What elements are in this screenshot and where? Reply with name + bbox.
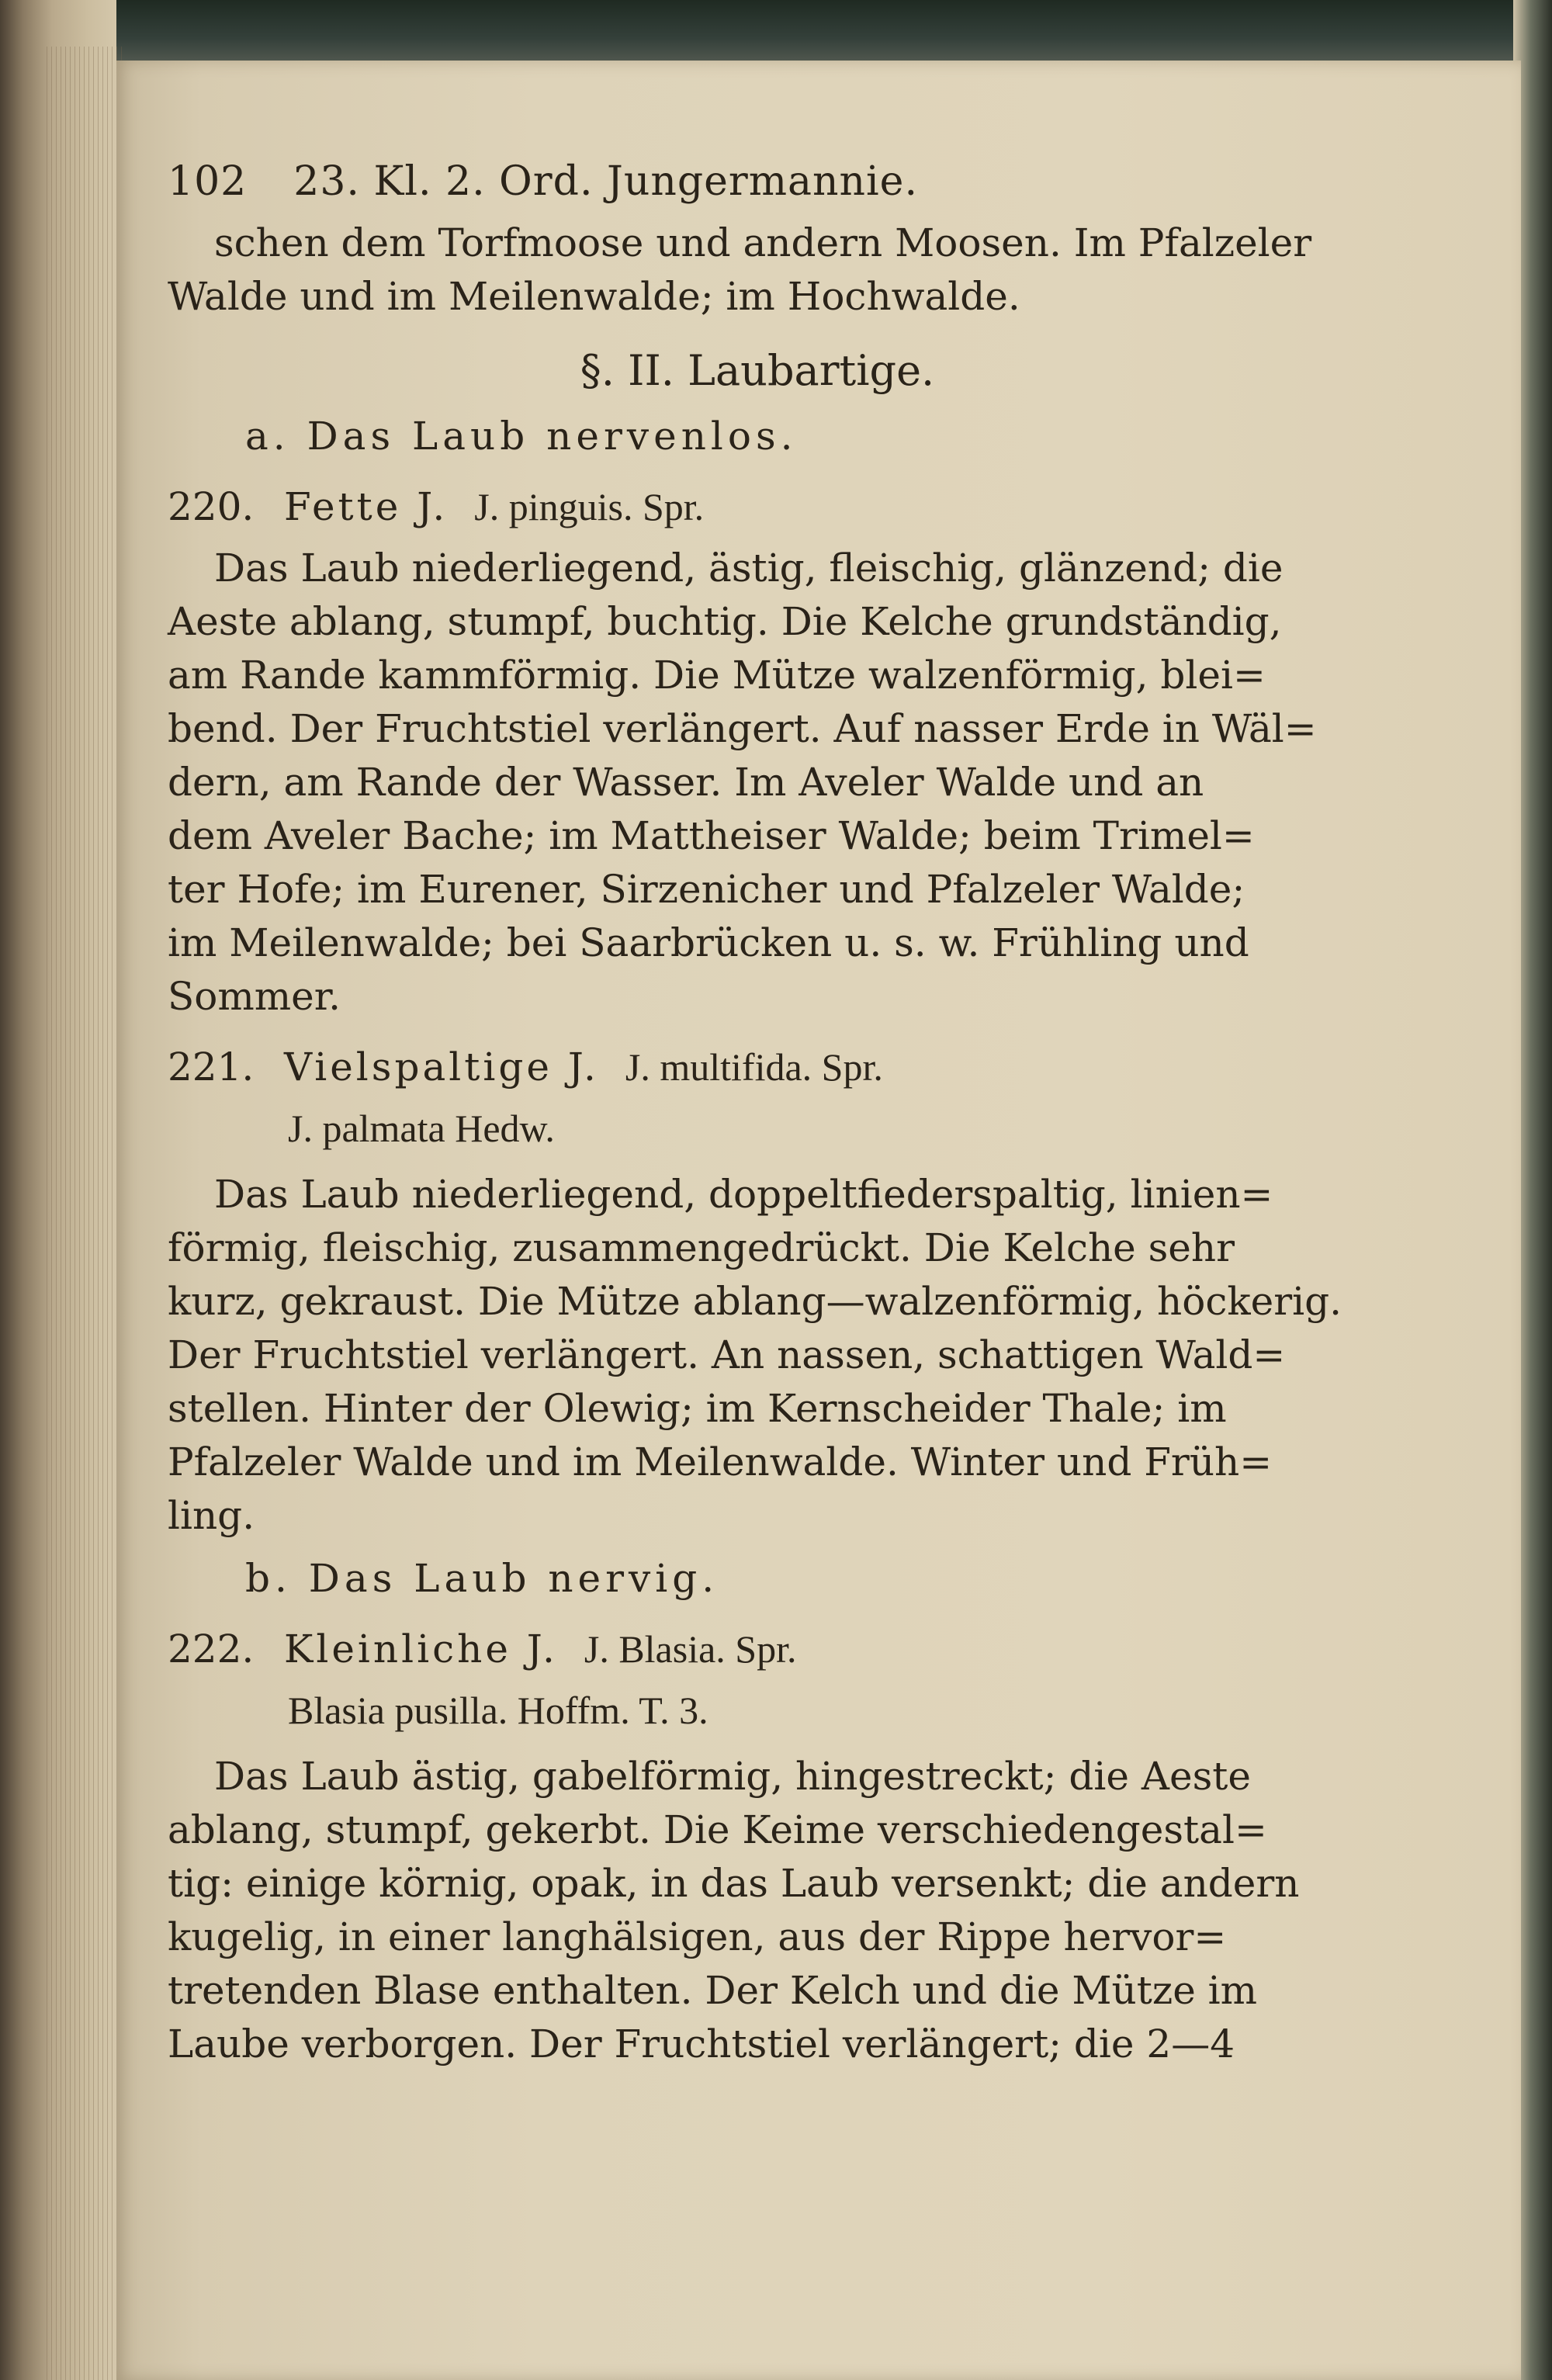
entry-221-heading — [168, 1041, 1347, 1094]
entry-number: 220. — [168, 484, 255, 529]
text-line: Der Fruchtstiel verlängert. An nassen, schattigen Wald= — [168, 1332, 1286, 1377]
entry-name: Fette J. — [284, 484, 449, 529]
text-line: am Rande kammförmig. Die Mütze walzenförmig, blei= — [168, 653, 1266, 698]
entry-synonym: Blasia pusilla. Hoffm. T. 3. — [288, 1689, 708, 1732]
text-line: kugelig, in einer langhälsigen, aus der Rippe hervor= — [168, 1914, 1227, 1959]
text-line: bend. Der Fruchtstiel verlängert. Auf nasser Erde in Wäl= — [168, 706, 1317, 751]
section-heading: §. II. Laubartige. — [580, 346, 935, 395]
text-line: Das Laub niederliegend, doppeltfiederspaltig, linien= — [214, 1172, 1273, 1217]
book-cover-top — [0, 0, 1552, 70]
intro-line: Walde und im Meilenwalde; im Hochwalde. — [168, 274, 1020, 319]
entry-222-description — [168, 1750, 1347, 2071]
text-line: im Meilenwalde; bei Saarbrücken u. s. w. Frühling und — [168, 920, 1249, 965]
text-line: kurz, gekraust. Die Mütze ablang—walzenförmig, höckerig. — [168, 1279, 1342, 1324]
entry-number: 222. — [168, 1627, 255, 1672]
entry-synonym: J. palmata Hedw. — [288, 1107, 555, 1150]
text-line: Das Laub niederliegend, ästig, fleischig, glänzend; die — [214, 546, 1284, 591]
entry-latin-name: J. pinguis. Spr. — [474, 485, 705, 528]
text-line: tretenden Blase enthalten. Der Kelch und die Mütze im — [168, 1968, 1258, 2013]
text-line: tig: einige körnig, opak, in das Laub versenkt; die andern — [168, 1861, 1300, 1906]
entry-222-heading — [168, 1623, 1347, 1676]
page-edges — [47, 47, 124, 2380]
intro-line: schen dem Torfmoose und andern Moosen. Im Pfalzeler — [214, 220, 1312, 265]
entry-221-description — [168, 1168, 1347, 1543]
subsection-b-heading: b. Das Laub nervig. — [245, 1556, 719, 1601]
entry-name: Kleinliche J. — [284, 1627, 558, 1672]
subsection-a-heading: a. Das Laub nervenlos. — [245, 414, 798, 459]
page-number: 102 — [168, 158, 248, 205]
running-header — [168, 155, 1347, 209]
intro-paragraph — [168, 217, 1347, 324]
entry-latin-name: J. Blasia. Spr. — [584, 1627, 797, 1671]
text-line: stellen. Hinter der Olewig; im Kernscheider Thale; im — [168, 1386, 1227, 1431]
text-line: Aeste ablang, stumpf, buchtig. Die Kelche grundständig, — [168, 599, 1282, 644]
text-line: ablang, stumpf, gekerbt. Die Keime verschiedengestal= — [168, 1807, 1267, 1852]
text-line: dem Aveler Bache; im Mattheiser Walde; beim Trimel= — [168, 813, 1255, 858]
text-line: Sommer. — [168, 974, 341, 1019]
text-line: Das Laub ästig, gabelförmig, hingestreckt; die Aeste — [214, 1754, 1251, 1799]
entry-220-description — [168, 542, 1347, 1024]
entry-number: 221. — [168, 1044, 255, 1090]
text-line: Pfalzeler Walde und im Meilenwalde. Winter und Früh= — [168, 1439, 1273, 1484]
header-title: 23. Kl. 2. Ord. Jungermannie. — [293, 158, 918, 205]
text-line: ter Hofe; im Eurener, Sirzenicher und Pfalzeler Walde; — [168, 867, 1245, 912]
entry-name: Vielspaltige J. — [284, 1044, 599, 1090]
text-line: ling. — [168, 1493, 255, 1538]
text-line: förmig, fleischig, zusammengedrückt. Die Kelche sehr — [168, 1225, 1235, 1270]
entry-220-heading — [168, 480, 1347, 534]
text-line: dern, am Rande der Wasser. Im Aveler Walde und an — [168, 760, 1204, 805]
entry-latin-name: J. multifida. Spr. — [625, 1045, 883, 1089]
text-line: Laube verborgen. Der Fruchtstiel verlängert; die 2—4 — [168, 2021, 1235, 2066]
page-text — [168, 155, 1347, 2077]
